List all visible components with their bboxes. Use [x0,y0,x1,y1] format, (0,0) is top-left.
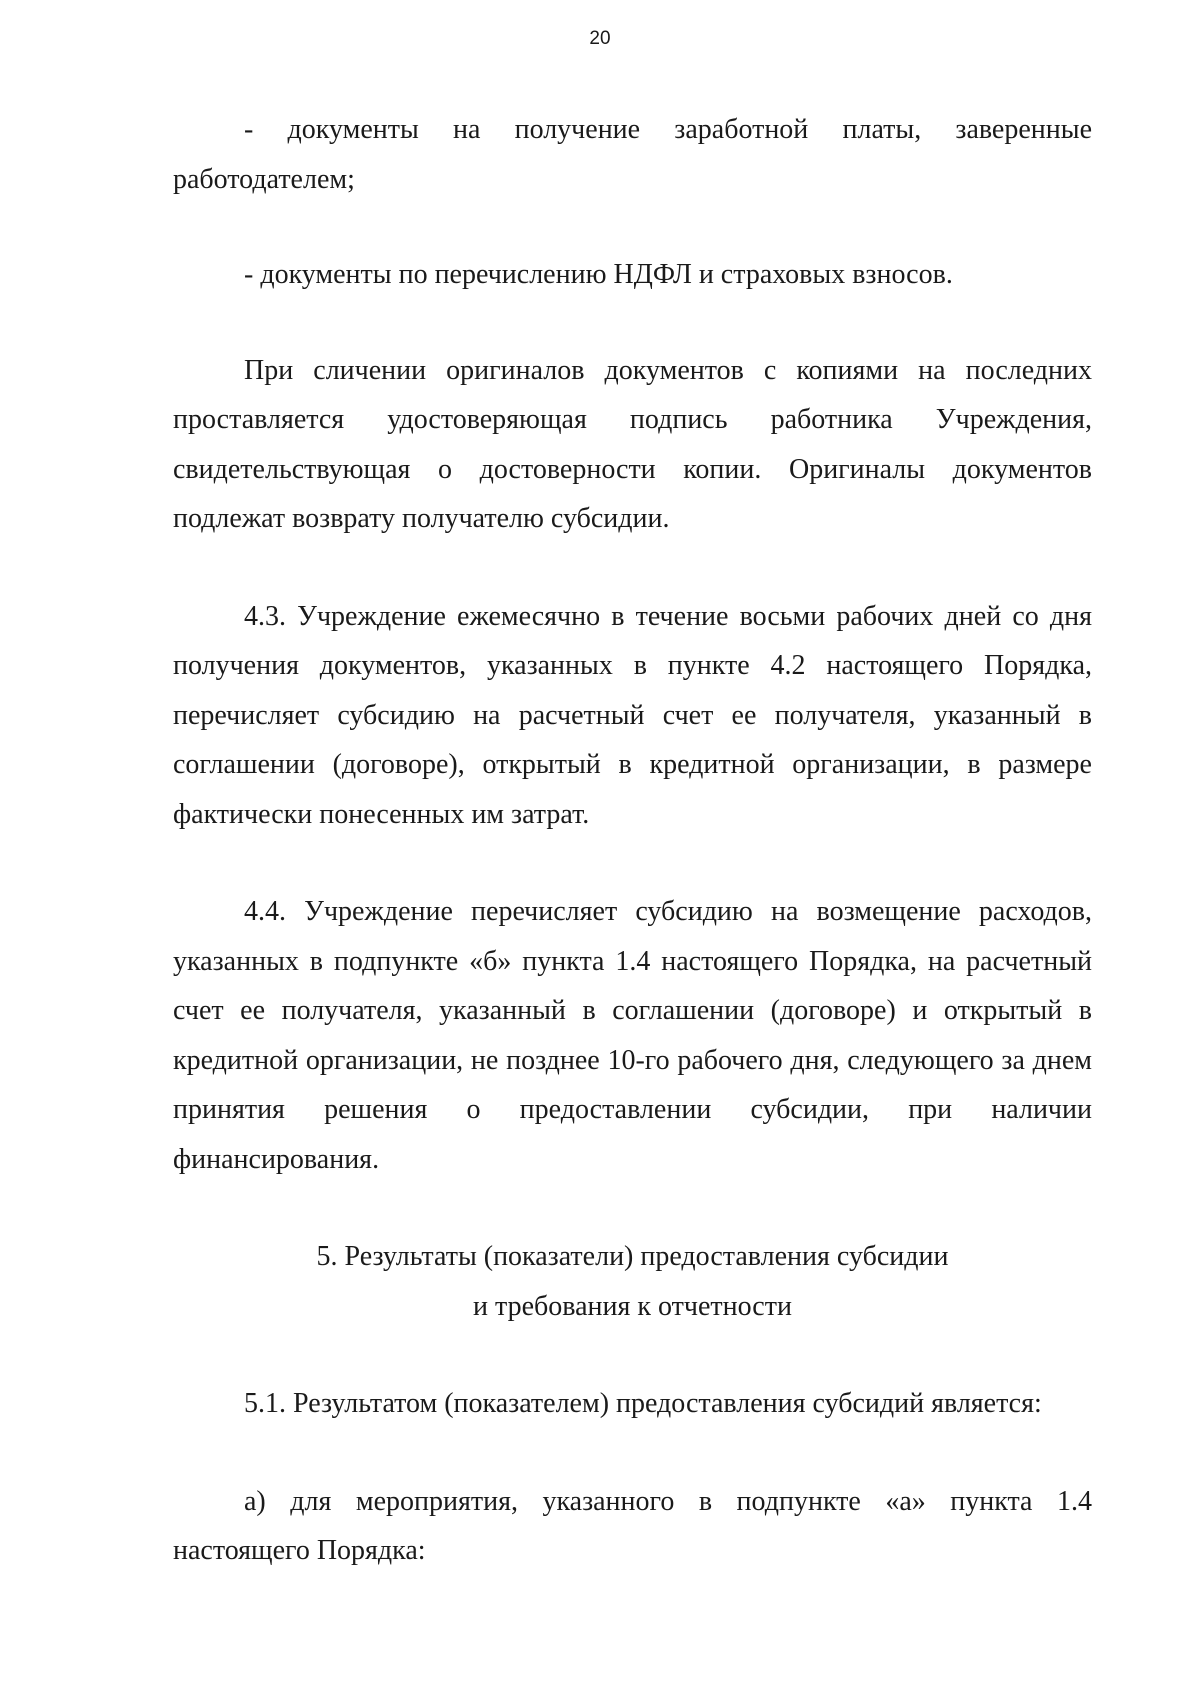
section-heading [173,1232,1092,1331]
paragraph-salary-documents: - документы на получение заработной платы, заверенные работодателем; [173,114,1092,195]
paragraph-tax-documents: - документы по перечислению НДФЛ и страховых взносов. [244,259,953,290]
paragraph-5-1-a: а) для мероприятия, указанного в подпункте «а» пункта 1.4 настоящего Порядка: [173,1485,1092,1566]
section-heading-line-1: 5. Результаты (показатели) предоставления субсидии [316,1241,949,1272]
paragraph-5-1: 5.1. Результатом (показателем) предоставления субсидий является: [244,1388,1042,1419]
paragraph-original-verification: При сличении оригиналов документов с копиями на последних проставляется удостоверяющая подпись работника Учреждения, свидетельствующая о достоверности копии. Оригиналы документов подлежат возврату получателю субсидии. [173,354,1092,534]
paragraph-4-4: 4.4. Учреждение перечисляет субсидию на возмещение расходов, указанных в подпункте «б» пункта 1.4 настоящего Порядка, на расчетный счет ее получателя, указанный в соглашении (договоре) и открытый в кредитной организации, не позднее 10-го рабочего дня, следующего за днем принятия решения о предоставлении субсидии, при наличии финансирования. [173,896,1092,1175]
document-body [173,105,1092,1576]
paragraph-4-3: 4.3. Учреждение ежемесячно в течение восьми рабочих дней со дня получения документов, указанных в пункте 4.2 настоящего Порядка, перечисляет субсидию на расчетный счет ее получателя, указанный в соглашении (договоре), открытый в кредитной организации, в размере фактически понесенных им затрат. [173,600,1092,830]
page-number: 20 [589,28,611,49]
section-heading-line-2: и требования к отчетности [473,1290,792,1322]
